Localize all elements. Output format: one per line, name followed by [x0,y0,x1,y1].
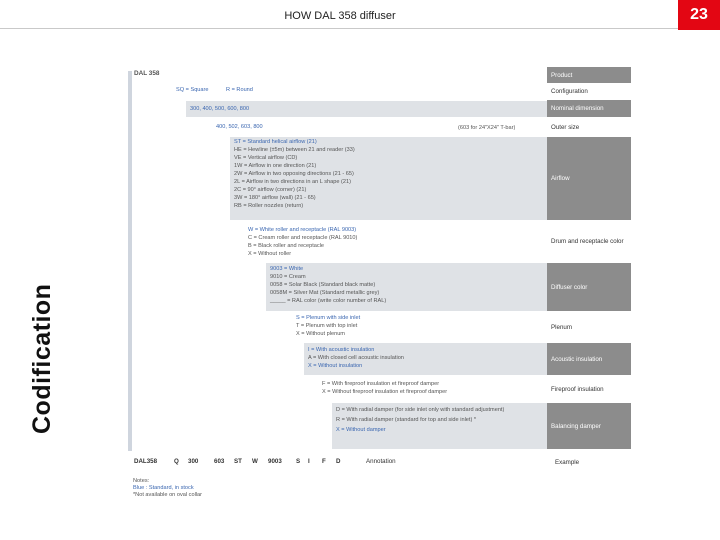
balancing-line: D = With radial damper (for side inlet only with standard adjustment) [336,407,505,413]
nominal-values: 300, 400, 500, 600, 800 [190,106,250,112]
example-code: I [308,458,310,465]
example-code: F [322,458,326,465]
example-code: 603 [214,458,225,465]
fireproof-line: X = Without fireproof insulation et fireproof damper [322,389,448,395]
acoustic-line: A = With closed cell acoustic insulation [308,355,404,361]
drum-line: W = White roller and receptacle (RAL 9003) [248,227,357,233]
notes [133,478,202,499]
page-header: HOW DAL 358 diffuser [284,10,396,22]
example-annotation: Annotation [366,458,396,465]
balancing-line: R = With radial damper (standard for top and side inlet) * [336,417,477,423]
label-plenum: Plenum [551,323,572,331]
example-code: ST [234,458,242,465]
plenum-line: T = Plenum with top inlet [296,323,358,329]
label-configuration: Configuration [551,88,588,95]
label-drum: Drum and receptacle color [551,238,624,245]
label-acoustic: Acoustic insulation [547,343,631,375]
label-outer: Outer size [551,123,580,131]
example-code: 300 [188,458,199,465]
example-label: Example [555,459,580,466]
acoustic-line: I = With acoustic insulation [308,347,375,353]
diffuser-line: 0058M = Silver Mat (Standard metallic grey) [270,290,380,296]
acoustic-line: X = Without insulation [308,363,363,369]
airflow-line: RB = Roller nozzles (return) [234,203,304,209]
diffuser-line: 9003 = White [270,266,304,272]
outer-values: 400, 502, 603, 800 [216,124,263,130]
airflow-line: HE = Hewline (±5m) between 21 and reader (33) [234,147,355,153]
balancing-line: X = Without damper [336,427,386,433]
side-title-text: Codification [28,283,56,434]
example-code: D [336,458,341,465]
example-code: DAL358 [134,458,158,465]
example-code: 9003 [268,458,282,465]
header-divider [0,28,720,29]
airflow-line: 2L = Airflow in two directions in an L shape (21) [234,179,351,185]
airflow-line: 2W = Airflow in two opposing directions (21 - 65) [234,171,354,177]
example-code: S [296,458,301,465]
airflow-line: 1W = Airflow in one direction (21) [234,163,317,169]
label-fireproof: Fireproof insulation [551,385,604,393]
outer-note: (603 for 24"X24" T-bar) [458,125,516,131]
diffuser-line: _____ = RAL color (write color number of RAL) [270,298,387,304]
fireproof-line: F = With fireproof insulation et fireproof damper [322,381,440,387]
drum-line: B = Black roller and receptacle [248,243,325,249]
plenum-line: S = Plenum with side inlet [296,315,361,321]
airflow-line: VE = Vertical airflow (CD) [234,155,298,161]
example-code: W [252,458,258,465]
tree-bar [128,71,132,451]
airflow-line: ST = Standard helical airflow (21) [234,139,317,145]
notes-title: Notes: [133,478,150,484]
airflow-line: 2C = 90° airflow (corner) (21) [234,187,307,193]
codification-table [128,67,631,466]
diffuser-line: 0058 = Solar Black (Standard black matte) [270,282,376,288]
label-nominal: Nominal dimension [547,100,631,117]
label-product: Product [547,67,631,83]
product-code: DAL 358 [134,70,160,77]
page-number: 23 [678,0,720,30]
example-code: Q [174,458,179,465]
label-diffuser-color: Diffuser color [547,263,631,311]
drum-line: C = Cream roller and receptacle (RAL 9010) [248,235,358,241]
drum-line: X = Without roller [248,251,292,257]
diffuser-line: 9010 = Cream [270,274,306,280]
plenum-line: X = Without plenum [296,331,345,337]
notes-line: Blue : Standard, in stock [133,485,194,491]
airflow-line: 3W = 180° airflow (wall) (21 - 65) [234,195,316,201]
label-balancing: Balancing damper [547,403,631,449]
config-round: R = Round [226,87,253,93]
label-airflow: Airflow [547,137,631,220]
config-square: SQ = Square [176,87,209,93]
notes-line: *Not available on oval collar [133,492,203,498]
